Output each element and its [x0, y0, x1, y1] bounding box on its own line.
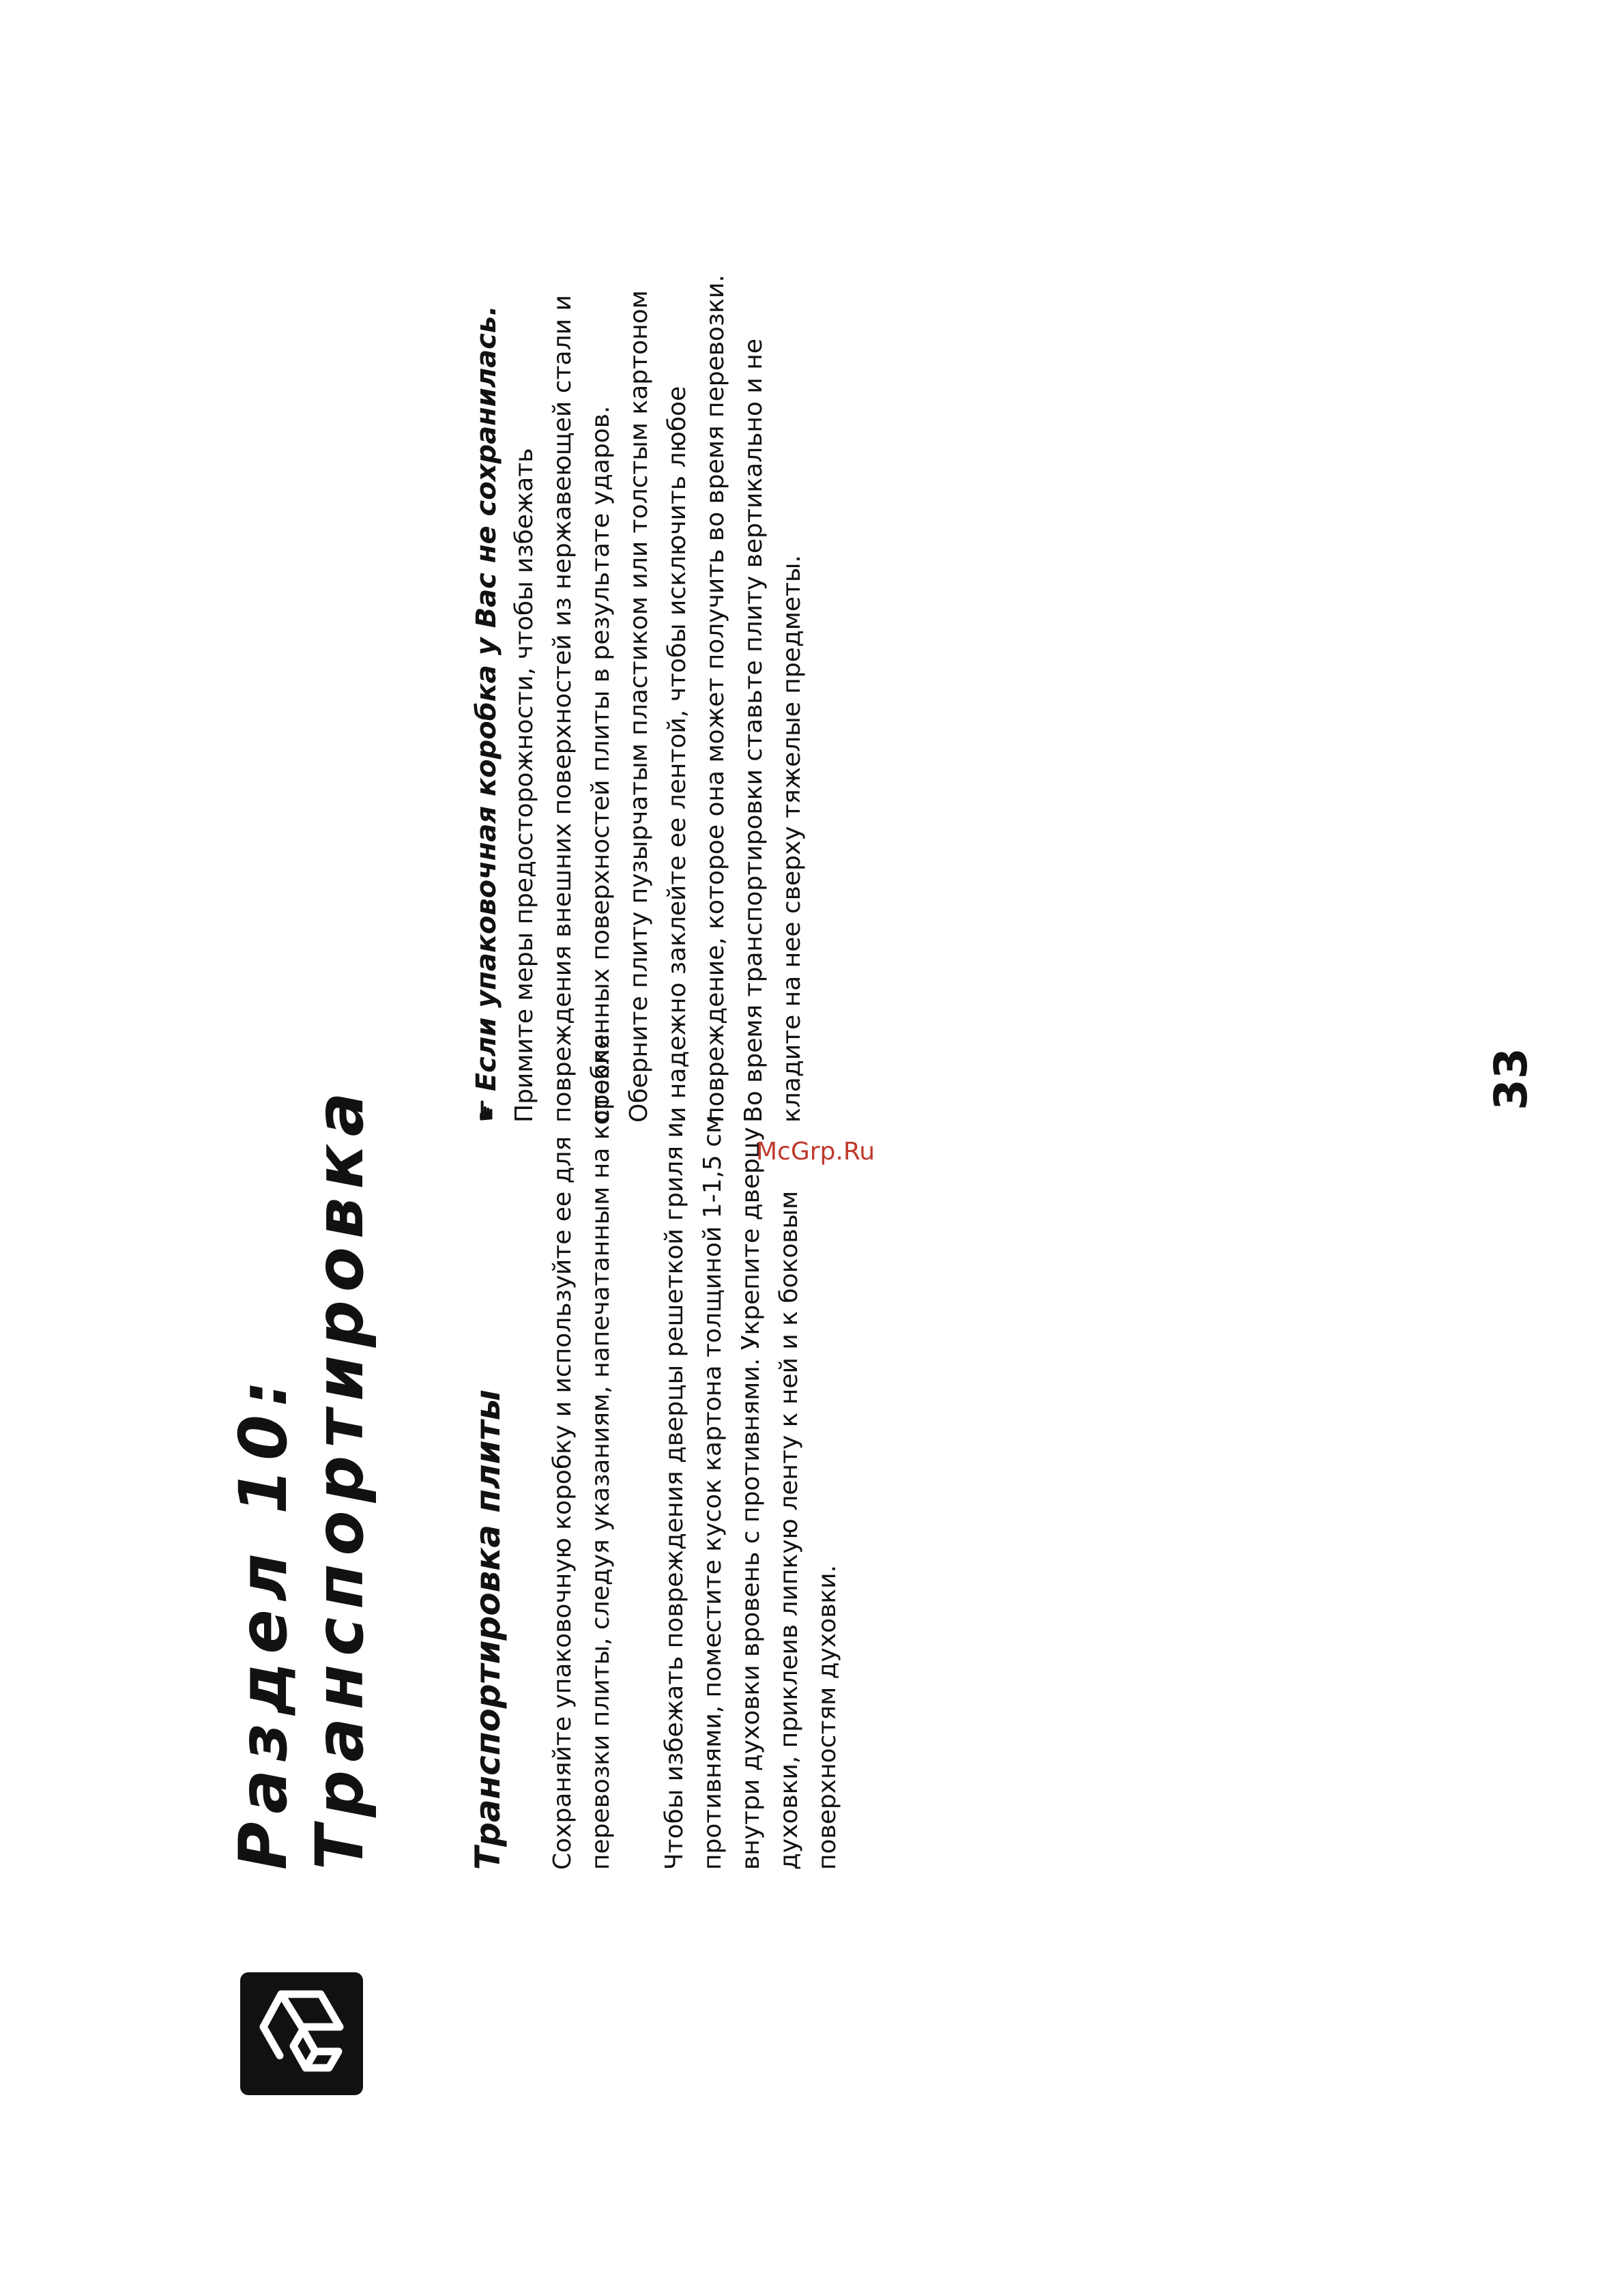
page-number: 33: [1485, 1048, 1537, 1110]
instruction-vertical: Во время транспортировки ставьте плиту вертикально и не кладите на нее сверху тяжелые предметы.: [740, 338, 806, 1123]
section-heading: Транспортировка плиты: [468, 1389, 508, 1870]
pointing-hand-icon: ☛: [471, 1098, 502, 1123]
page-title: [225, 642, 378, 1870]
title-line-2: Транспортировка: [302, 1084, 378, 1870]
no-box-column: [467, 270, 811, 1123]
watermark: McGrp.Ru: [756, 1138, 875, 1166]
paragraph-protect-door: Чтобы избежать повреждения дверцы решеткой гриля и противнями, поместите кусок картона толщиной 1-1,5 см внутри духовки вровень с противнями. Укрепите дверцу духовки, приклеив липкую ленту к ней и к боковым поверхностям духовки.: [661, 1114, 841, 1870]
bullet-heading-text: Если упаковочная коробка у Вас не сохранилась.: [471, 305, 502, 1092]
instruction-precaution: Примите меры предосторожности, чтобы избежать повреждения внешних поверхностей из нержавеющей стали и стеклянных поверхностей плиты в результате ударов.: [510, 295, 615, 1123]
box-transport-icon: [240, 1972, 363, 2095]
paragraph-keep-box: Сохраняйте упаковочную коробку и используйте ее для перевозки плиты, следуя указаниям, напечатанным на коробке.: [549, 1026, 615, 1870]
instruction-wrap: Оберните плиту пузырчатым пластиком или толстым картоном и надежно заклейте ее лентой, чтобы исключить любое повреждение, которое она может получить во время перевозки.: [625, 274, 729, 1123]
title-line-1: Раздел 10:: [225, 1372, 302, 1870]
bullet-heading: [467, 270, 506, 1123]
